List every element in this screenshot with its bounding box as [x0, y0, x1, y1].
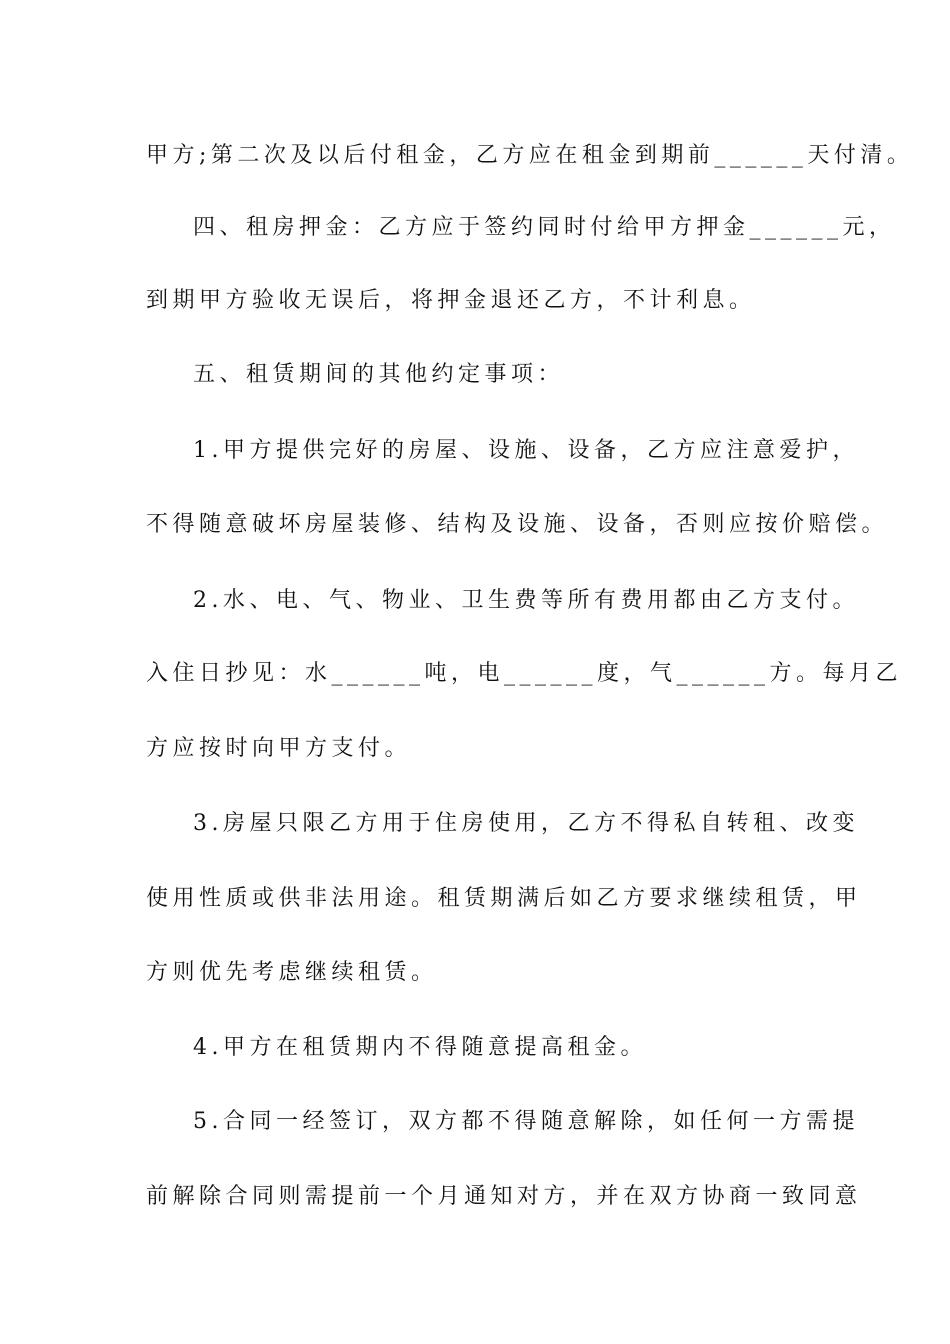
section-heading-other-terms: 五、租赁期间的其他约定事项： [193, 362, 565, 387]
text-line-item-3-middle: 使用性质或供非法用途。租赁期满后如乙方要求继续租赁，甲 [146, 886, 862, 911]
text-line-item-2-readings: 入住日抄见：水______吨，电______度，气______方。每月乙 [146, 661, 903, 686]
text-line-item-2-end: 方应按时向甲方支付。 [146, 736, 412, 761]
text-line-item-1-start: 1.甲方提供完好的房屋、设施、设备，乙方应注意爱护， [193, 438, 859, 463]
text-line-rent-payment-continuation: 甲方;第二次及以后付租金，乙方应在租金到期前______天付清。 [146, 143, 914, 168]
text-line-deposit-refund: 到期甲方验收无误后，将押金退还乙方，不计利息。 [146, 288, 756, 313]
text-line-deposit-clause: 四、租房押金：乙方应于签约同时付给甲方押金______元， [193, 215, 896, 240]
text-line-item-2-start: 2.水、电、气、物业、卫生费等所有费用都由乙方支付。 [193, 588, 859, 613]
text-line-item-5-start: 5.合同一经签订，双方都不得随意解除，如任何一方需提 [193, 1109, 859, 1134]
text-line-item-1-end: 不得随意破坏房屋装修、结构及设施、设备，否则应按价赔偿。 [146, 512, 889, 537]
text-line-item-3-start: 3.房屋只限乙方用于住房使用，乙方不得私自转租、改变 [193, 811, 859, 836]
text-line-item-3-end: 方则优先考虑继续租赁。 [146, 960, 438, 985]
text-line-item-5-continuation: 前解除合同则需提前一个月通知对方，并在双方协商一致同意 [146, 1184, 862, 1209]
text-line-item-4: 4.甲方在租赁期内不得随意提高租金。 [193, 1035, 647, 1060]
